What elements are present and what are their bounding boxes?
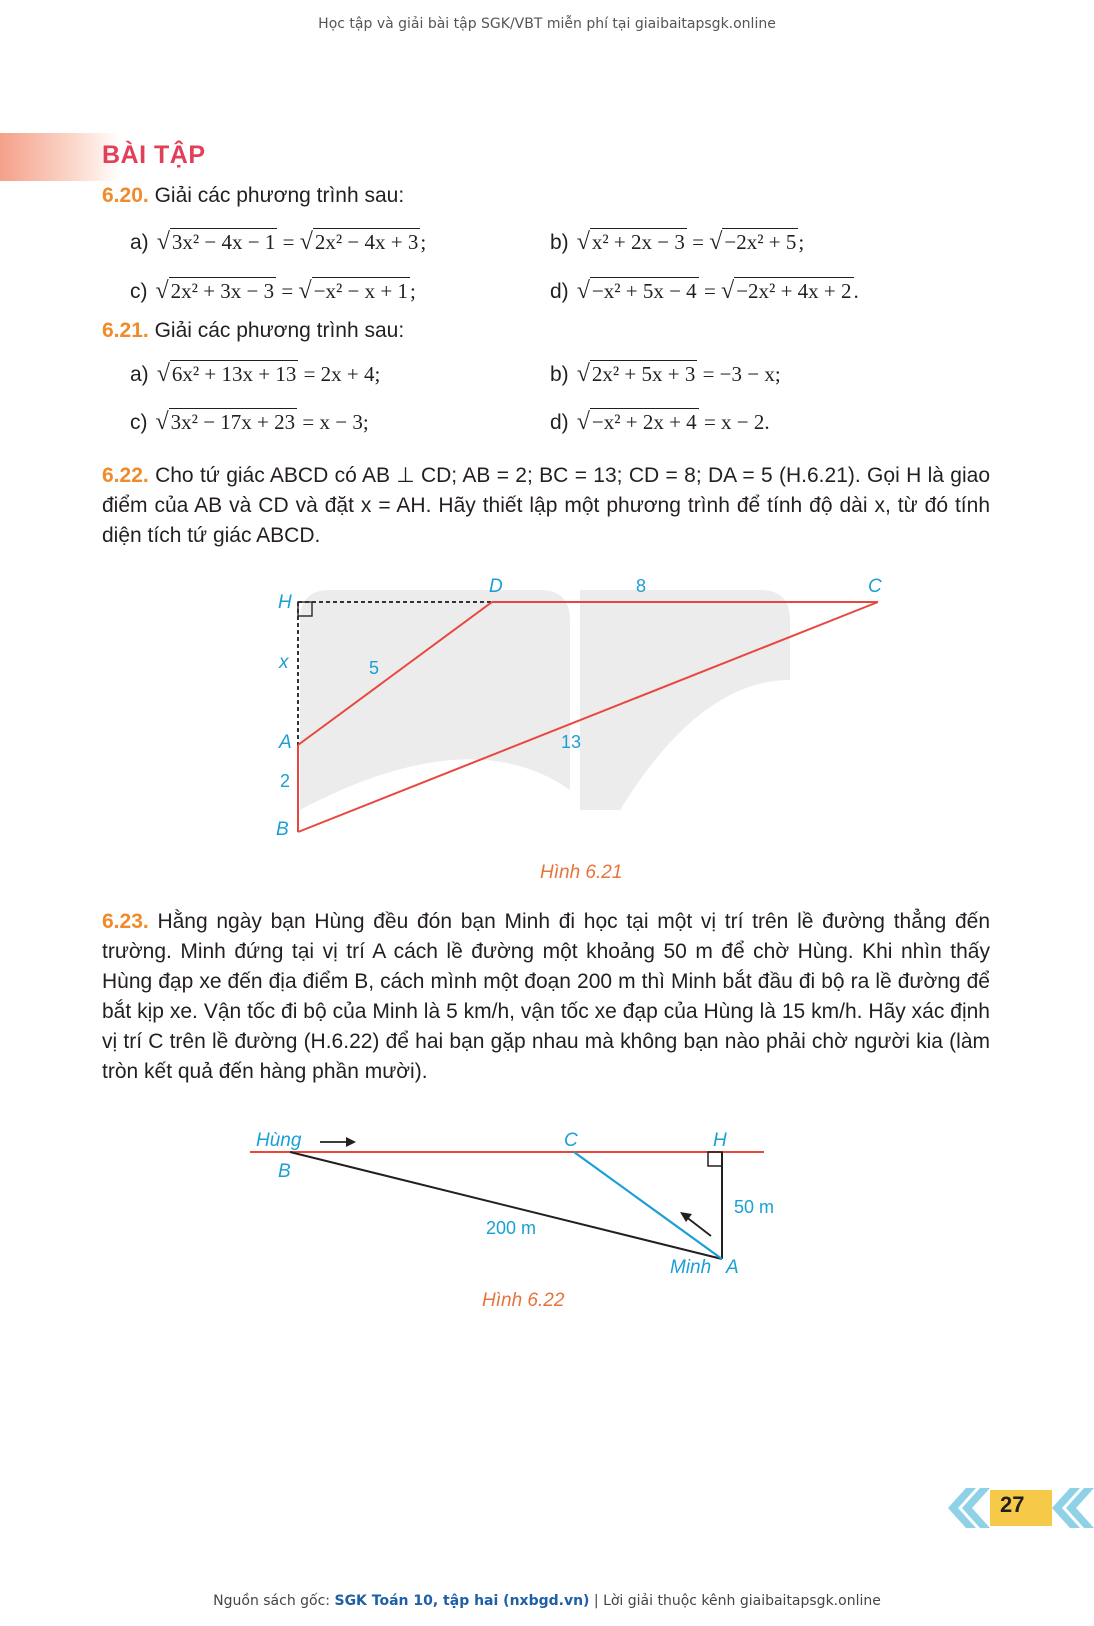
label-x: x [279, 652, 289, 673]
equation-6-21-b: b) √2x² + 5x + 3 = −3 − x; [550, 361, 781, 387]
exercise-prompt: Giải các phương trình sau: [154, 184, 405, 207]
label-minh: Minh [670, 1257, 712, 1278]
label-B: B [276, 819, 289, 840]
exercise-text: Cho tứ giác ABCD có AB ⊥ CD; AB = 2; BC = 13; CD = 8; DA = 5 (H.6.21). Gọi H là giao điểm của AB và CD và đặt x = AH. Hãy thiết lập một phương trình để tính độ dài x, từ đó tính diện tích tứ giác ABCD. [102, 464, 990, 547]
footer-source: SGK Toán 10, tập hai (nxbgd.vn) [334, 1593, 590, 1609]
label-13: 13 [561, 732, 582, 752]
exercise-number: 6.20. [102, 184, 149, 207]
figure-6-21 [0, 560, 1094, 860]
watermark-logo [300, 590, 790, 810]
equation-6-21-c: c) √3x² − 17x + 23 = x − 3; [130, 409, 369, 435]
figure-6-22-caption: Hình 6.22 [482, 1290, 565, 1311]
arrow-right-icon [320, 1137, 356, 1147]
equation-6-20-b: b) √x² + 2x − 3 = √−2x² + 5; [550, 229, 805, 255]
exercise-number: 6.21. [102, 319, 149, 342]
section-title: BÀI TẬP [102, 141, 206, 169]
label-H: H [713, 1130, 727, 1151]
page-footer: Nguồn sách gốc: SGK Toán 10, tập hai (nxbgd.vn) | Lời giải thuộc kênh giaibaitapsgk.online [213, 1593, 881, 1609]
equation-6-20-d: d) √−x² + 5x − 4 = √−2x² + 4x + 2. [550, 278, 859, 304]
label-2: 2 [280, 771, 291, 791]
exercise-number: 6.22. [102, 464, 149, 487]
figure-6-22 [0, 1110, 1094, 1290]
equation-6-21-a: a) √6x² + 13x + 13 = 2x + 4; [130, 361, 381, 387]
label-C: C [564, 1130, 578, 1151]
label-D: D [489, 576, 503, 597]
label-C: C [868, 576, 882, 597]
label-200m: 200 m [486, 1218, 537, 1238]
label-8: 8 [636, 576, 647, 596]
exercise-6-21-heading [102, 316, 404, 346]
exercise-6-22 [102, 461, 990, 551]
label-A: A [279, 732, 292, 753]
figure-6-21-caption: Hình 6.21 [540, 862, 623, 883]
label-A: A [726, 1257, 739, 1278]
exercise-prompt: Giải các phương trình sau: [154, 319, 405, 342]
exercise-number: 6.23. [102, 910, 149, 933]
equation-6-21-d: d) √−x² + 2x + 4 = x − 2. [550, 409, 770, 435]
segment-BA [290, 1152, 722, 1259]
right-angle-mark [708, 1152, 722, 1166]
exercise-text: Hằng ngày bạn Hùng đều đón bạn Minh đi học tại một vị trí trên lề đường thẳng đến trường. Minh đứng tại vị trí A cách lề đường một khoảng 50 m để chờ Hùng. Khi nhìn thấy Hùng đạp xe đến địa điểm B, cách mình một đoạn 200 m thì Minh bắt đầu đi bộ ra lề đường để bắt kịp xe. Vận tốc đi bộ của Minh là 5 km/h, vận tốc xe đạp của Hùng là 15 km/h. Hãy xác định vị trí C trên lề đường (H.6.22) để hai bạn gặp nhau mà không bạn nào phải chờ người kia (làm tròn kết quả đến hàng phần mười). [102, 910, 990, 1083]
segment-CA [574, 1152, 722, 1259]
label-5: 5 [369, 658, 380, 678]
label-B: B [278, 1161, 291, 1182]
label-50m: 50 m [734, 1197, 775, 1217]
label-hung: Hùng [256, 1130, 302, 1151]
exercise-6-20-heading [102, 181, 404, 211]
label-H: H [278, 592, 292, 613]
equation-6-20-c: c) √2x² + 3x − 3 = √−x² − x + 1; [130, 278, 416, 304]
page-header: Học tập và giải bài tập SGK/VBT miễn phí tại giaibaitapsgk.online [318, 16, 776, 32]
page-number: 27 [1000, 1492, 1025, 1517]
equation-6-20-a: a) √3x² − 4x − 1 = √2x² − 4x + 3; [130, 229, 427, 255]
exercise-6-23 [102, 907, 990, 1087]
